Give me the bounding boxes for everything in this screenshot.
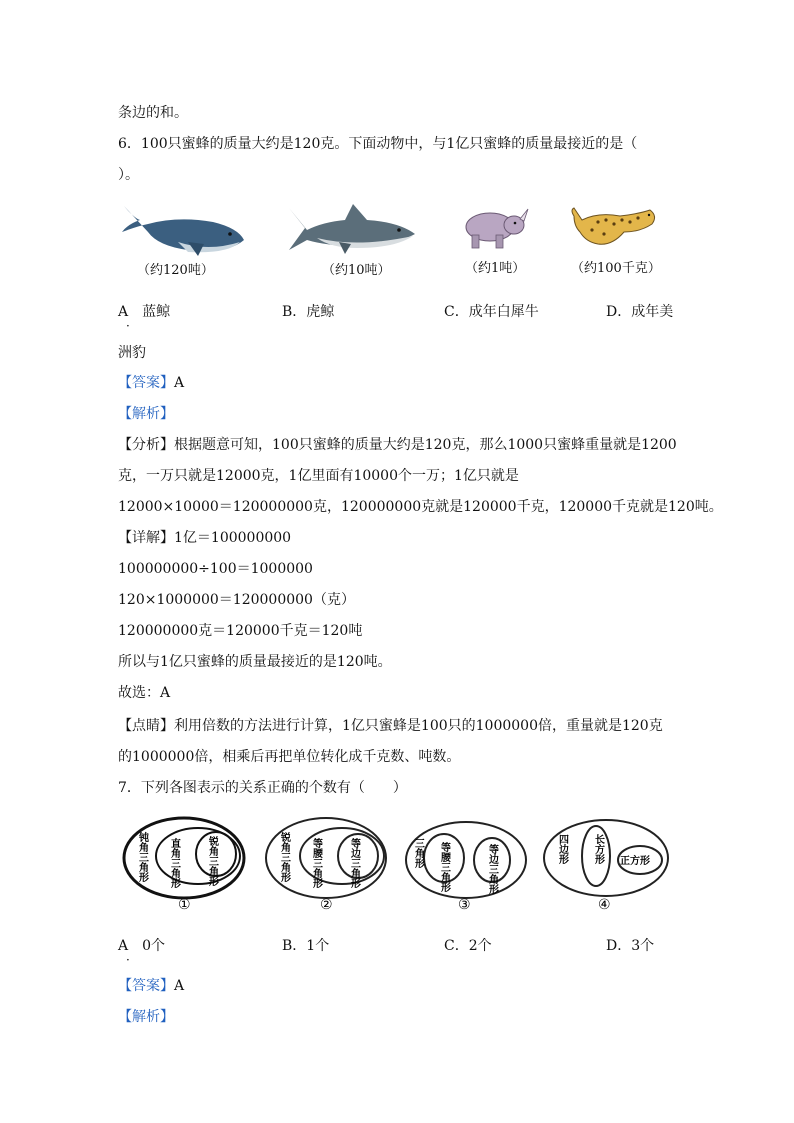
venn-figure-1 [120,812,250,912]
text-line: 条边的和。 [118,105,188,121]
fig2-right-label: 等边三角形 [348,838,360,888]
answer7-value: A [174,978,185,994]
answer-line [118,373,184,393]
xiangjie-line-6: 故选：A [118,685,171,701]
caption-rhino: （约1吨） [465,261,526,276]
fenxi-line-1 [118,435,677,455]
blue-whale-image [118,198,248,260]
q7-option-a: A 0个 [118,938,166,954]
xiangjie-label: 【详解】 [118,530,174,546]
fig2-number: ② [320,897,333,912]
venn-figure-3 [400,812,530,912]
venn-figure-4 [540,812,672,912]
xiangjie-line-5: 所以与1亿只蜜蜂的质量最接近的是120吨。 [118,654,392,670]
caption-blue-whale: （约120吨） [137,263,214,278]
dianjing-line-2: 的1000000倍，相乘后再把单位转化成千克数、吨数。 [118,749,461,765]
fenxi-label: 【分析】 [118,437,174,453]
option-c: C．成年白犀牛 [444,304,539,320]
analysis-label: 【解析】 [118,406,174,422]
fig2-left-label: 等腰三角形 [310,838,322,888]
fig4-left-label: 长方形 [592,834,604,864]
answer-label: 【答案】 [118,375,174,391]
fig4-outer-label: 四边形 [556,834,568,864]
fig4-right-label: 正方形 [620,856,650,867]
option-a: A 蓝鲸 [118,304,171,320]
fenxi-line-3: 12000×10000＝120000000克，120000000克就是120000千克，120000千克就是120吨。 [118,499,723,515]
answer7-line [118,976,184,996]
xiangjie-line-4: 120000000克＝120000千克＝120吨 [118,623,363,639]
option-d: D．成年美 [606,304,674,320]
fenxi-line-2: 克，一万只就是12000克，1亿里面有10000个一万；1亿只就是 [118,468,519,484]
q7-option-c: C．2个 [444,938,492,954]
caption-jaguar: （约100千克） [571,261,661,276]
caption-killer-whale: （约10吨） [322,263,391,278]
dianjing-text-1: 利用倍数的方法进行计算，1亿只蜜蜂是100只的1000000倍，重量就是120克 [174,718,663,734]
question-7-text: 7．下列各图表示的关系正确的个数有（ ） [118,780,407,796]
dianjing-label: 【点睛】 [118,718,174,734]
jaguar-image [568,206,658,250]
question-6-text: 6．100只蜜蜂的质量大约是120克。下面动物中，与1亿只蜜蜂的质量最接近的是（ [118,136,638,152]
fig3-number: ③ [458,897,471,912]
question-6-text-cont: ）。 [118,167,139,183]
fig4-number: ④ [598,897,611,912]
fig1-right-label: 锐角三角形 [206,836,218,886]
fig1-left-label: 直角三角形 [168,838,180,888]
q7-option-d: D．3个 [606,938,655,954]
dot-marker: · [126,953,130,967]
fig3-left-label: 等腰三角形 [438,842,450,892]
dianjing-line-1 [118,716,663,736]
fig3-outer-label: 三角形 [412,838,424,868]
answer-value: A [174,375,185,391]
xiangjie-line-1 [118,528,291,548]
option-b: B．虎鲸 [282,304,335,320]
rhino-image [460,203,530,251]
answer7-label: 【答案】 [118,978,174,994]
xiangjie-text-1: 1亿＝100000000 [174,530,292,546]
q7-option-b: B．1个 [282,938,330,954]
dot-marker: · [126,319,130,333]
fenxi-text-1: 根据题意可知，100只蜜蜂的质量大约是120克，那么1000只蜜蜂重量就是1200 [174,437,677,453]
killer-whale-image [287,202,419,258]
venn-figure-2 [262,812,392,912]
fig2-outer-label: 锐角三角形 [278,832,290,882]
analysis7-label: 【解析】 [118,1009,174,1025]
xiangjie-line-3: 120×1000000＝120000000（克） [118,592,355,608]
fig1-outer-label: 钝角三角形 [136,832,148,882]
xiangjie-line-2: 100000000÷100＝1000000 [118,561,313,577]
option-d-cont: 洲豹 [118,345,146,361]
fig1-number: ① [178,897,191,912]
fig3-right-label: 等边三角形 [486,844,498,894]
